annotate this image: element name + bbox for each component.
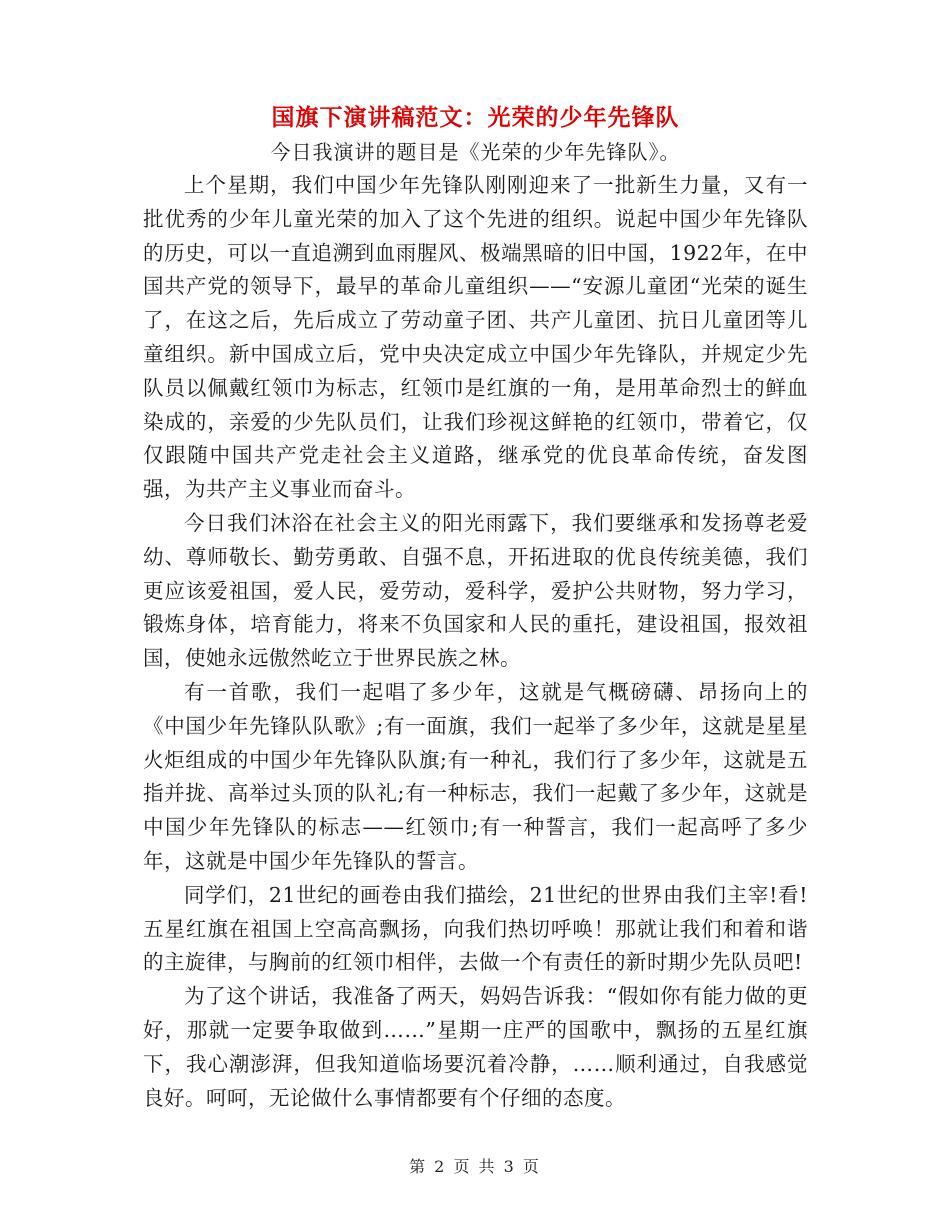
page-number-footer: 第 2 页 共 3 页 xyxy=(409,1157,541,1176)
speech-topic: 今日我演讲的题目是《光荣的少年先锋队》。 xyxy=(270,140,681,164)
paragraph-reflection: 为了这个讲话，我准备了两天，妈妈告诉我：“假如你有能力做的更好，那就一定要争取做到……”星期一庄严的国歌中，飘扬的五星红旗下，我心潮澎湃，但我知道临场要沉着冷静，……顺利通过，自我感觉良好。呵呵，无论做什么事情都要有个仔细的态度。 xyxy=(143,984,808,1110)
document-page xyxy=(143,100,808,1115)
paragraph-virtues: 今日我们沐浴在社会主义的阳光雨露下，我们要继承和发扬尊老爱幼、尊师敬长、勤劳勇敢、自强不息，开拓进取的优良传统美德，我们更应该爱祖国，爱人民，爱劳动，爱科学，爱护公共财物，努力学习，锻炼身体，培育能力，将来不负国家和人民的重托，建设祖国，报效祖国，使她永远傲然屹立于世界民族之林。 xyxy=(143,510,808,671)
document-title: 国旗下演讲稿范文：光荣的少年先锋队 xyxy=(271,104,680,131)
paragraph-call-to-action: 同学们，21世纪的画卷由我们描绘，21世纪的世界由我们主宰!看!五星红旗在祖国上空高高飘扬，向我们热切呼唤！那就让我们和着和谐的主旋律，与胸前的红领巾相伴，去做一个有责任的新时期少先队员吧! xyxy=(143,882,808,975)
paragraph-symbols: 有一首歌，我们一起唱了多少年，这就是气概磅礴、昂扬向上的《中国少年先锋队队歌》;有一面旗，我们一起举了多少年，这就是星星火炬组成的中国少年先锋队队旗;有一种礼，我们行了多少年，这就是五指并拢、高举过头顶的队礼;有一种标志，我们一起戴了多少年，这就是中国少年先锋队的标志——红领巾;有一种誓言，我们一起高呼了多少年，这就是中国少年先锋队的誓言。 xyxy=(143,679,808,873)
paragraph-history: 上个星期，我们中国少年先锋队刚刚迎来了一批新生力量，又有一批优秀的少年儿童光荣的加入了这个先进的组织。说起中国少年先锋队的历史，可以一直追溯到血雨腥风、极端黑暗的旧中国，1922年，在中国共产党的领导下，最早的革命儿童组织——“安源儿童团“光荣的诞生了，在这之后，先后成立了劳动童子团、共产儿童团、抗日儿童团等儿童组织。新中国成立后，党中央决定成立中国少年先锋队，并规定少先队员以佩戴红领巾为标志，红领巾是红旗的一角，是用革命烈士的鲜血染成的，亲爱的少先队员们，让我们珍视这鲜艳的红领巾，带着它，仅仅跟随中国共产党走社会主义道路，继承党的优良革命传统，奋发图强，为共产主义事业而奋斗。 xyxy=(143,173,808,502)
